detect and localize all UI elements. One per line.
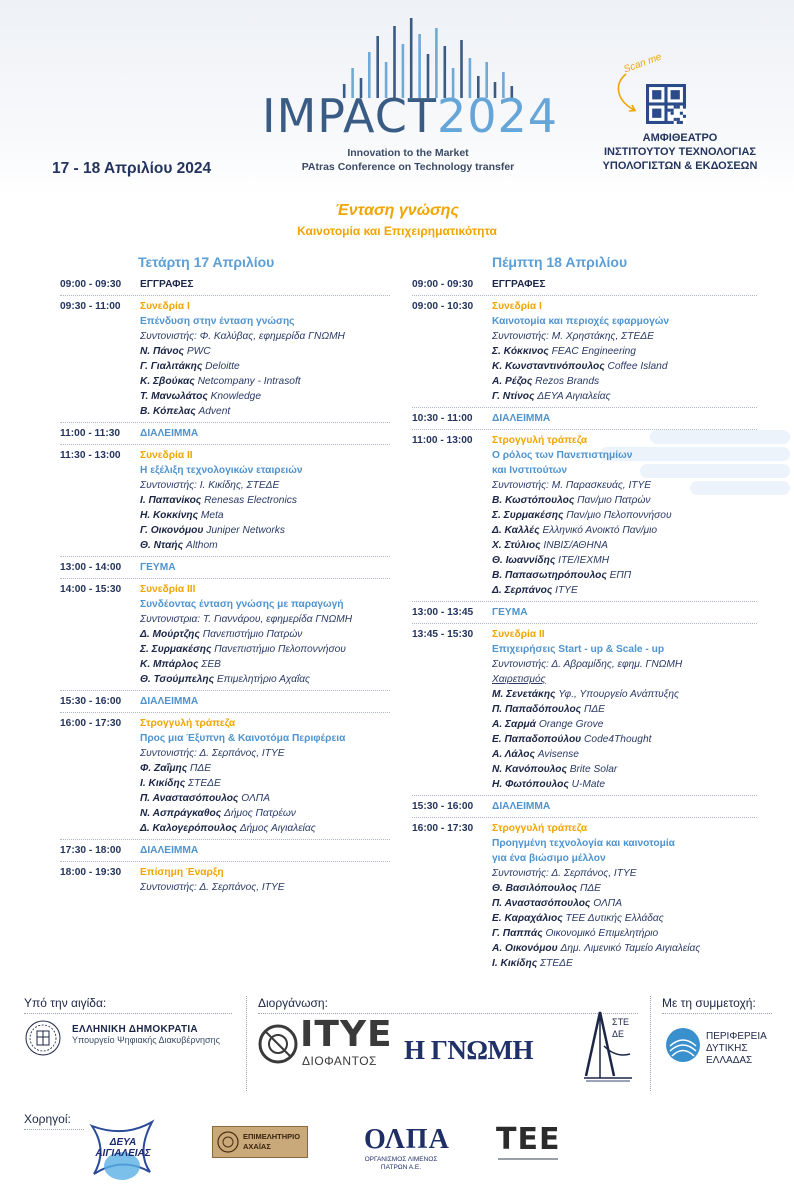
slot-separator (60, 577, 390, 579)
speaker-org: FEAC Engineering (551, 346, 636, 357)
schedule-slot (60, 426, 390, 441)
speaker-row (140, 642, 390, 657)
speaker-name: Ι. Κικίδης (140, 778, 186, 789)
speaker-org: Επιμελητήριο Αχαΐας (216, 674, 311, 685)
speaker-name: Η. Φωτόπουλος (492, 779, 569, 790)
session-moderator: Συντονιστής: Ι. Κικίδης, ΣΤΕΔΕ (140, 480, 280, 491)
slot-time: 11:30 - 13:00 (60, 450, 121, 461)
logo-year: 2024 (436, 89, 559, 143)
speaker-name: Σ. Κόκκινος (492, 346, 549, 357)
speaker-org: Παν/μιο Πατρών (577, 495, 651, 506)
schedule-slot (60, 448, 390, 553)
slot-time: 09:00 - 10:30 (412, 301, 474, 312)
slot-body (140, 694, 390, 709)
speaker-org: ΟΛΠΑ (241, 793, 270, 804)
slot-time: 09:00 - 09:30 (412, 279, 474, 290)
day1-title: Τετάρτη 17 Απριλίου (138, 254, 275, 270)
speaker-row (492, 956, 757, 971)
slot-event: ΔΙΑΛΕΙΜΜΑ (140, 428, 199, 439)
slot-separator (60, 860, 390, 862)
speaker-org: U-Mate (571, 779, 606, 790)
slot-separator (60, 689, 390, 691)
slot-body (492, 433, 757, 598)
slot-event: ΔΙΑΛΕΙΜΜΑ (140, 845, 199, 856)
slot-time: 15:30 - 16:00 (412, 801, 474, 812)
speaker-org: ΕΠΠ (609, 570, 632, 581)
speaker-org: ΙΝΒΙΣ/ΑΘΗΝΑ (543, 540, 608, 551)
region-logo (706, 1031, 767, 1067)
chamber-text (243, 1132, 300, 1152)
speaker-org: Δημ. Λιμενικό Ταμείο Αιγιαλείας (560, 943, 701, 954)
schedule-slot (60, 560, 390, 575)
speaker-row (492, 508, 757, 523)
speaker-name: Γ. Γιαλιτάκης (140, 361, 203, 372)
session-subtitle: Καινοτομία και περιοχές εφαρμογών (492, 316, 670, 327)
day2-title: Πέμπτη 18 Απριλίου (492, 254, 628, 270)
speaker-row (492, 881, 757, 896)
speaker-name: Ι. Κικίδης (492, 958, 538, 969)
speaker-org: Advent (198, 406, 231, 417)
chamber-line2: ΑΧΑΪΑΣ (243, 1142, 271, 1151)
slot-separator (412, 794, 757, 796)
speaker-row (492, 941, 757, 956)
speaker-org: Brite Solar (569, 764, 618, 775)
slot-body (140, 865, 390, 895)
speaker-row (140, 761, 390, 776)
speaker-row (140, 627, 390, 642)
venue-line2: ΙΝΣΤΙΤΟΥΤΟΥ ΤΕΧΝΟΛΟΓΙΑΣ (603, 146, 757, 158)
slot-event: Συνεδρία Ι (140, 301, 190, 312)
session-subtitle: Η εξέλιξη τεχνολογικών εταιρειών (140, 465, 303, 476)
program-title: Ένταση γνώσης (335, 202, 459, 219)
speaker-name: Γ. Παππάς (492, 928, 543, 939)
speaker-org: ΔΕΥΑ Αιγιαλείας (537, 391, 611, 402)
speaker-row (492, 493, 757, 508)
slot-event: Επίσημη Έναρξη (140, 867, 224, 878)
slot-time: 09:30 - 11:00 (60, 301, 121, 312)
speaker-name: Κ. Σβούκας (140, 376, 195, 387)
speaker-org: Knowledge (210, 391, 262, 402)
slot-time: 13:45 - 15:30 (412, 629, 474, 640)
tagline-line1: Innovation to the Market (347, 147, 469, 159)
slot-event: ΕΓΓΡΑΦΕΣ (492, 279, 546, 290)
speaker-name: Α. Οικονόμου (492, 943, 558, 954)
olpa-logo: ΟΛΠΑ (364, 1124, 450, 1155)
speaker-name: Θ. Βασιλόπουλος (492, 883, 578, 894)
speaker-row (140, 806, 390, 821)
slot-separator (60, 711, 390, 713)
speaker-org: ΙΤΕ/ΙΕΧΜΗ (558, 555, 610, 566)
schedule-slot (60, 843, 390, 858)
hellenic-title: ΕΛΛΗΝΙΚΗ ΔΗΜΟΚΡΑΤΙΑ (72, 1024, 198, 1035)
slot-event: ΕΓΓΡΑΦΕΣ (140, 279, 194, 290)
olpa-sub-line2: ΠΑΤΡΩΝ Α.Ε. (380, 1164, 422, 1171)
speaker-row (492, 702, 757, 717)
speaker-name: Γ. Οικονόμου (140, 525, 204, 536)
session-moderator: Συντονιστής: Φ. Καλύβας, εφημερίδα ΓΝΩΜΗ (140, 331, 345, 342)
speaker-org: ΣΤΕΔΕ (187, 778, 221, 789)
speaker-org: ΠΔΕ (579, 883, 601, 894)
speaker-org: ΙΤΥΕ (555, 585, 578, 596)
speaker-org: ΠΔΕ (583, 704, 605, 715)
schedule-slot (412, 277, 757, 292)
slot-time: 09:00 - 09:30 (60, 279, 122, 290)
venue (590, 131, 770, 173)
deya-logo: ΔΕΥΑ ΑΙΓΙΑΛΕΙΑΣ (95, 1137, 151, 1159)
slot-body (492, 627, 757, 792)
sound-wave-icon (340, 14, 516, 98)
speaker-org: Ελληνικό Ανοικτό Παν/μιο (542, 525, 658, 536)
slot-event: Στρογγυλή τράπεζα (492, 823, 588, 834)
tagline-line2: PAtras Conference on Technology transfer (301, 161, 515, 173)
speaker-name: Ν. Ασπράγκαθος (140, 808, 222, 819)
speaker-name: Κ. Κωνσταντινόπουλος (492, 361, 605, 372)
slot-body (492, 799, 757, 814)
speaker-org: Rezos Brands (535, 376, 600, 387)
speaker-row (492, 374, 757, 389)
slot-event: Συνεδρία ΙΙ (140, 450, 193, 461)
speaker-name: Β. Κωστόπουλος (492, 495, 575, 506)
slot-body (140, 716, 390, 836)
slot-separator (60, 555, 390, 557)
speaker-org: Deloitte (205, 361, 240, 372)
venue-line3: ΥΠΟΛΟΓΙΣΤΩΝ & ΕΚΔΟΣΕΩΝ (602, 160, 758, 172)
speaker-row (492, 538, 757, 553)
schedule-slot (412, 821, 757, 971)
slot-separator (60, 838, 390, 840)
speaker-row (140, 776, 390, 791)
slot-event: Συνεδρία Ι (492, 301, 542, 312)
speaker-row (492, 896, 757, 911)
slot-body (492, 605, 757, 620)
region-line2: ΔΥΤΙΚΗΣ (706, 1043, 748, 1054)
slot-separator (412, 406, 757, 408)
speaker-row (492, 747, 757, 762)
slot-body (492, 277, 757, 292)
speaker-name: Ε. Παπαδοπούλου (492, 734, 582, 745)
speaker-name: Β. Κόπελας (140, 406, 196, 417)
speaker-org: Υφ., Υπουργείο Ανάπτυξης (558, 689, 679, 700)
slot-body (492, 821, 757, 971)
speaker-org: Πανεπιστήμιο Πελοποννήσου (214, 644, 346, 655)
speaker-name: Θ. Νταής (140, 540, 184, 551)
session-moderator: Συντονιστρια: Τ. Γιαννάρου, εφημερίδα ΓΝΩΜΗ (140, 614, 353, 625)
speaker-row (492, 359, 757, 374)
region-logo-icon (664, 1026, 702, 1064)
speaker-name: Α. Λάλος (492, 749, 535, 760)
speaker-name: Γ. Ντίνος (492, 391, 535, 402)
speaker-name: Φ. Ζαΐμης (140, 763, 188, 774)
schedule-slot (60, 299, 390, 419)
slot-body (140, 560, 390, 575)
session-moderator: Συντονιστής: Μ. Παρασκευάς, ΙΤΥΕ (492, 480, 652, 491)
wave-bar (393, 26, 396, 98)
speaker-org: Πανεπιστήμιο Πατρών (202, 629, 303, 640)
slot-event: ΓΕΥΜΑ (140, 562, 176, 573)
hellenic-republic-logo (72, 1024, 220, 1045)
schedule-slot (412, 299, 757, 404)
speaker-org: Orange Grove (538, 719, 604, 730)
speaker-row (140, 389, 390, 404)
slot-separator (60, 421, 390, 423)
speaker-row (140, 404, 390, 419)
speaker-row (140, 493, 390, 508)
speaker-name: Δ. Σερπάνος (492, 585, 553, 596)
participation-label: Με τη συμμετοχή: (662, 996, 756, 1010)
speaker-org: Οικονομικό Επιμελητήριο (545, 928, 659, 939)
speaker-row (492, 389, 757, 404)
slot-separator (60, 443, 390, 445)
wave-bar (410, 18, 413, 98)
speaker-row (492, 762, 757, 777)
speaker-org: Netcompany - Intrasoft (197, 376, 301, 387)
session-subtitle: Προς μια Έξυπνη & Καινοτόμα Περιφέρεια (140, 733, 346, 744)
olpa-sub-line1: ΟΡΓΑΝΙΣΜΟΣ ΛΙΜΕΝΟΣ (364, 1156, 438, 1163)
slot-separator (412, 600, 757, 602)
slot-time: 17:30 - 18:00 (60, 845, 122, 856)
speaker-name: Α. Ρέζος (492, 376, 533, 387)
speaker-org: ΟΛΠΑ (593, 898, 622, 909)
auspices-label: Υπό την αιγίδα: (24, 996, 107, 1010)
ityе-emblem-icon (258, 1018, 298, 1068)
slot-separator (412, 428, 757, 430)
speaker-name: Ε. Καραχάλιος (492, 913, 563, 924)
schedule-slot (412, 605, 757, 620)
session-moderator: Συντονιστής: Μ. Χρηστάκης, ΣΤΕΔΕ (492, 331, 654, 342)
slot-time: 15:30 - 16:00 (60, 696, 122, 707)
schedule-slot (60, 694, 390, 709)
speaker-row (492, 553, 757, 568)
slot-separator (412, 622, 757, 624)
stede-logo: ΣΤΕ ΔΕ (612, 1017, 630, 1039)
slot-body (492, 411, 757, 426)
session-subtitle: για ένα βιώσιμο μέλλον (492, 853, 606, 864)
schedule-slot (412, 433, 757, 598)
session-moderator: Συντονιστής: Δ. Αβραμίδης, εφημ. ΓΝΩΜΗ (492, 659, 683, 670)
speaker-row (140, 523, 390, 538)
speaker-row (140, 821, 390, 836)
speaker-name: Δ. Καλλές (492, 525, 540, 536)
speaker-name: Π. Αναστασόπουλος (492, 898, 591, 909)
slot-event: ΔΙΑΛΕΙΜΜΑ (492, 801, 551, 812)
speaker-row (140, 672, 390, 687)
slot-body (492, 299, 757, 404)
slot-body (140, 843, 390, 858)
speaker-row (140, 359, 390, 374)
speaker-name: Θ. Ιωαννίδης (492, 555, 556, 566)
day2-schedule (412, 277, 757, 971)
session-subtitle: και Ινστιτούτων (492, 465, 568, 476)
venue-line1: ΑΜΦΙΘΕΑΤΡΟ (642, 132, 718, 144)
speaker-org: Althom (185, 540, 218, 551)
slot-body (140, 448, 390, 553)
speaker-name: Β. Παπασωτηρόπουλος (492, 570, 607, 581)
slot-body (140, 426, 390, 441)
footer-divider (650, 996, 651, 1091)
speaker-org: ΣΕΒ (201, 659, 221, 670)
session-subtitle: Συνδέοντας ένταση γνώσης με παραγωγή (140, 599, 344, 610)
speaker-name: Π. Παπαδόπουλος (492, 704, 582, 715)
session-subtitle: Επένδυση στην ένταση γνώσης (140, 316, 295, 327)
ityе-sub: ΔΙΟΦΑΝΤΟΣ (302, 1054, 377, 1068)
slot-time: 16:00 - 17:30 (60, 718, 122, 729)
speaker-name: Π. Αναστασόπουλος (140, 793, 239, 804)
speaker-name: Κ. Μπάρλος (140, 659, 199, 670)
slot-event: Συνεδρία ΙΙ (492, 629, 545, 640)
speaker-row (140, 344, 390, 359)
slot-separator (60, 294, 390, 296)
speaker-row (492, 687, 757, 702)
speaker-row (492, 732, 757, 747)
speaker-org: PWC (186, 346, 211, 357)
speaker-name: Σ. Συρμακέσης (492, 510, 564, 521)
session-subtitle: Προηγμένη τεχνολογία και καινοτομία (492, 838, 675, 849)
speaker-org: Παν/μιο Πελοποννήσου (566, 510, 672, 521)
speaker-name: Σ. Συρμακέσης (140, 644, 212, 655)
slot-separator (412, 816, 757, 818)
tee-underline (498, 1158, 558, 1160)
speaker-row (140, 791, 390, 806)
slot-time: 10:30 - 11:00 (412, 413, 473, 424)
chamber-seal-icon (216, 1130, 240, 1154)
qr-code-icon[interactable] (646, 84, 686, 124)
session-moderator: Συντονιστής: Δ. Σερπάνος, ΙΤΥΕ (492, 868, 637, 879)
schedule-slot (412, 627, 757, 792)
slot-event: Στρογγυλή τράπεζα (492, 435, 588, 446)
session-subtitle: Ο ρόλος των Πανεπιστημίων (492, 450, 633, 461)
session-greeting: Χαιρετισμός (492, 674, 546, 685)
speaker-name: Χ. Στύλιος (492, 540, 541, 551)
speaker-name: Ν. Πάνος (140, 346, 184, 357)
speaker-row (492, 583, 757, 598)
speaker-row (492, 911, 757, 926)
speaker-org: ΤΕΕ Δυτικής Ελλάδας (565, 913, 664, 924)
schedule-slot (412, 411, 757, 426)
speaker-name: Α. Σαρμά (492, 719, 536, 730)
region-line1: ΠΕΡΙΦΕΡΕΙΑ (706, 1031, 767, 1042)
program-subtitle: Καινοτομία και Επιχειρηματικότητα (297, 224, 497, 238)
slot-time: 14:00 - 15:30 (60, 584, 122, 595)
speaker-row (492, 568, 757, 583)
speaker-name: Τ. Μανωλάτος (140, 391, 208, 402)
region-line3: ΕΛΛΑΔΑΣ (706, 1055, 753, 1066)
slot-time: 13:00 - 14:00 (60, 562, 122, 573)
hellenic-sub: Υπουργείο Ψηφιακής Διακυβέρνησης (72, 1035, 220, 1045)
schedule-slot (60, 277, 390, 292)
auspices-rule (24, 1013, 232, 1015)
day1-schedule (60, 277, 390, 895)
chamber-line1: ΕΠΙΜΕΛΗΤΗΡΙΟ (243, 1132, 301, 1141)
speaker-org: Juniper Networks (206, 525, 285, 536)
ityе-logo: ΙΤΥΕ (300, 1014, 393, 1055)
gnomi-logo: Η ΓΝΩΜΗ (404, 1035, 534, 1065)
speaker-row (140, 374, 390, 389)
speaker-name: Δ. Μούρτζης (140, 629, 200, 640)
speaker-name: Ν. Κανόπουλος (492, 764, 567, 775)
session-moderator: Συντονιστής: Δ. Σερπάνος, ΙΤΥΕ (140, 748, 285, 759)
speaker-name: Η. Κοκκίνης (140, 510, 199, 521)
slot-time: 13:00 - 13:45 (412, 607, 474, 618)
speaker-row (140, 657, 390, 672)
slot-separator (412, 294, 757, 296)
schedule-slot (60, 716, 390, 836)
slot-body (140, 277, 390, 292)
speaker-org: Δήμος Πατρέων (224, 808, 296, 819)
speaker-row (492, 344, 757, 359)
slot-time: 18:00 - 19:30 (60, 867, 122, 878)
speaker-org: Coffee Island (607, 361, 668, 372)
slot-time: 11:00 - 13:00 (412, 435, 473, 446)
session-moderator: Συντονιστής: Δ. Σερπάνος, ΙΤΥΕ (140, 882, 285, 893)
sponsors-label: Χορηγοί: (24, 1112, 71, 1126)
speaker-org: Avisense (537, 749, 579, 760)
chamber-logo (212, 1126, 308, 1158)
speaker-org: Renesas Electronics (204, 495, 297, 506)
speaker-org: Meta (200, 510, 224, 521)
speaker-org: ΣΤΕΔΕ (539, 958, 573, 969)
curved-arrow-icon (612, 70, 642, 120)
speaker-row (492, 717, 757, 732)
speaker-name: Ι. Παπανίκος (140, 495, 202, 506)
slot-event: Συνεδρία ΙΙΙ (140, 584, 196, 595)
speaker-row (492, 777, 757, 792)
slot-event: ΔΙΑΛΕΙΜΜΑ (140, 696, 199, 707)
slot-time: 16:00 - 17:30 (412, 823, 474, 834)
organizers-label: Διοργάνωση: (258, 996, 328, 1010)
speaker-org: Δήμος Αιγιαλείας (239, 823, 316, 834)
event-dates: 17 - 18 Απριλίου 2024 (52, 160, 212, 177)
slot-event: ΔΙΑΛΕΙΜΜΑ (492, 413, 551, 424)
wave-bar (435, 28, 438, 98)
slot-event: ΓΕΥΜΑ (492, 607, 528, 618)
logo-main: IMPACT (262, 89, 437, 143)
schedule-slot (60, 865, 390, 895)
sponsors-rule (24, 1129, 84, 1131)
speaker-name: Δ. Καλογερόπουλος (140, 823, 237, 834)
tee-logo: ΤΕΕ (496, 1122, 561, 1157)
hellenic-emblem-icon (24, 1019, 62, 1057)
speaker-org: Code4Thought (584, 734, 652, 745)
slot-time: 11:00 - 11:30 (60, 428, 121, 439)
schedule-slot (412, 799, 757, 814)
speaker-row (492, 926, 757, 941)
slot-event: Στρογγυλή τράπεζα (140, 718, 236, 729)
tagline (288, 146, 528, 174)
olpa-sub (356, 1156, 446, 1172)
speaker-org: ΠΔΕ (190, 763, 212, 774)
speaker-name: Θ. Τσούμπελης (140, 674, 215, 685)
footer-divider (246, 996, 247, 1091)
speaker-row (492, 523, 757, 538)
impact-logo (262, 89, 559, 143)
schedule-slot (60, 582, 390, 687)
participation-rule (662, 1013, 772, 1015)
slot-body (140, 582, 390, 687)
scan-me-label: Scan me (622, 51, 664, 76)
speaker-row (140, 538, 390, 553)
slot-body (140, 299, 390, 419)
speaker-row (140, 508, 390, 523)
speaker-name: Μ. Σενετάκης (492, 689, 556, 700)
session-subtitle: Επιχειρήσεις Start - up & Scale - up (492, 644, 665, 655)
